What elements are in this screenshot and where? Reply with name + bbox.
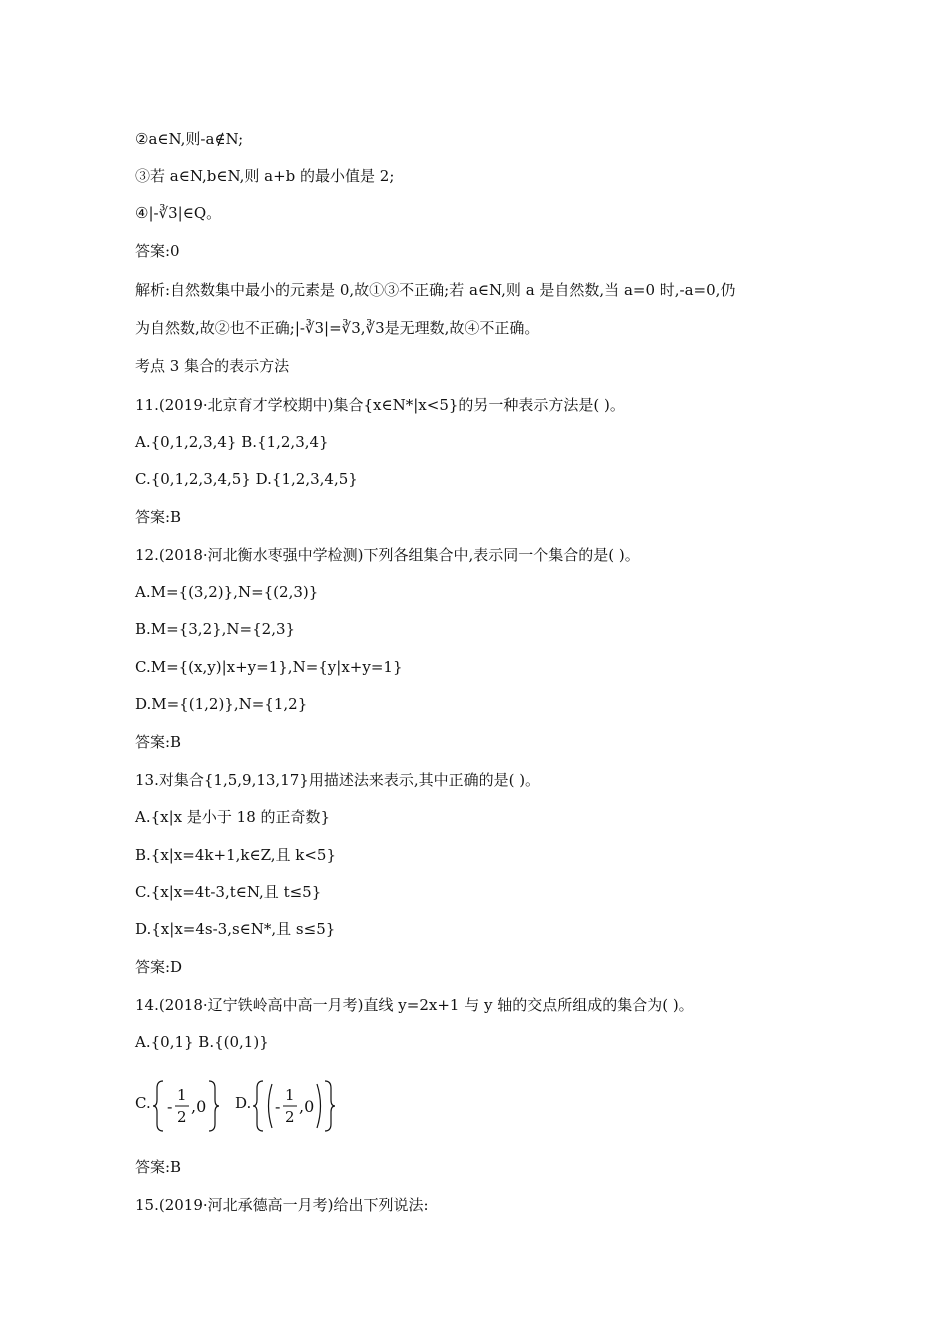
text-line: 解析:自然数集中最小的元素是 0,故①③不正确;若 a∈N,则 a 是自然数,当 a=0 时,-a=0,仍 [135, 281, 736, 299]
q14-fraction-options [135, 1076, 535, 1136]
answer-line: 答案:D [135, 958, 183, 976]
fraction-numerator: 1 [177, 1086, 187, 1104]
question-11: 11.(2019·北京育才学校期中)集合{x∈N*|x<5}的另一种表示方法是( )。 [135, 396, 625, 414]
option-line: A.{0,1,2,3,4} B.{1,2,3,4} [135, 433, 329, 451]
right-brace [209, 1081, 219, 1131]
left-brace [153, 1081, 163, 1131]
option-line: A.{x|x 是小于 18 的正奇数} [135, 808, 331, 826]
question-15: 15.(2019·河北承德高一月考)给出下列说法: [135, 1196, 429, 1214]
neg-sign: - [167, 1097, 173, 1116]
comma-zero: ,0 [191, 1097, 207, 1116]
answer-line: 答案:B [135, 733, 182, 751]
text-line: ②a∈N,则-a∉N; [135, 130, 244, 148]
option-c-label: C. [135, 1094, 151, 1112]
fraction-numerator: 1 [285, 1086, 295, 1104]
option-line: C.{0,1,2,3,4,5} D.{1,2,3,4,5} [135, 470, 358, 488]
right-brace [325, 1081, 335, 1131]
left-paren [269, 1084, 273, 1128]
right-paren [317, 1084, 321, 1128]
answer-line: 答案:0 [135, 242, 180, 260]
neg-sign: - [275, 1097, 281, 1116]
question-14: 14.(2018·辽宁铁岭高中高一月考)直线 y=2x+1 与 y 轴的交点所组成的集合为( )。 [135, 996, 694, 1014]
option-line: B.M={3,2},N={2,3} [135, 620, 296, 638]
option-c-math [153, 1076, 233, 1136]
question-12: 12.(2018·河北衡水枣强中学检测)下列各组集合中,表示同一个集合的是( )。 [135, 546, 640, 564]
section-heading: 考点 3 集合的表示方法 [135, 357, 290, 375]
option-d-math [253, 1076, 353, 1136]
text-line: 为自然数,故②也不正确;|-∛3|=∛3,∛3是无理数,故④不正确。 [135, 319, 540, 337]
text-line: ③若 a∈N,b∈N,则 a+b 的最小值是 2; [135, 167, 395, 185]
option-line: C.M={(x,y)|x+y=1},N={y|x+y=1} [135, 658, 403, 676]
option-line: A.M={(3,2)},N={(2,3)} [135, 583, 319, 601]
option-d-label: D. [235, 1094, 252, 1112]
option-line: D.M={(1,2)},N={1,2} [135, 695, 308, 713]
option-line: A.{0,1} B.{(0,1)} [135, 1033, 269, 1051]
option-line: D.{x|x=4s-3,s∈N*,且 s≤5} [135, 920, 336, 938]
fraction-denominator: 2 [285, 1108, 295, 1126]
text-line: ④|-∛3|∈Q。 [135, 204, 222, 222]
answer-line: 答案:B [135, 1158, 182, 1176]
left-brace [253, 1081, 263, 1131]
option-line: C.{x|x=4t-3,t∈N,且 t≤5} [135, 883, 322, 901]
answer-line: 答案:B [135, 508, 182, 526]
comma-zero: ,0 [299, 1097, 315, 1116]
fraction-denominator: 2 [177, 1108, 187, 1126]
option-line: B.{x|x=4k+1,k∈Z,且 k<5} [135, 846, 337, 864]
question-13: 13.对集合{1,5,9,13,17}用描述法来表示,其中正确的是( )。 [135, 771, 541, 789]
